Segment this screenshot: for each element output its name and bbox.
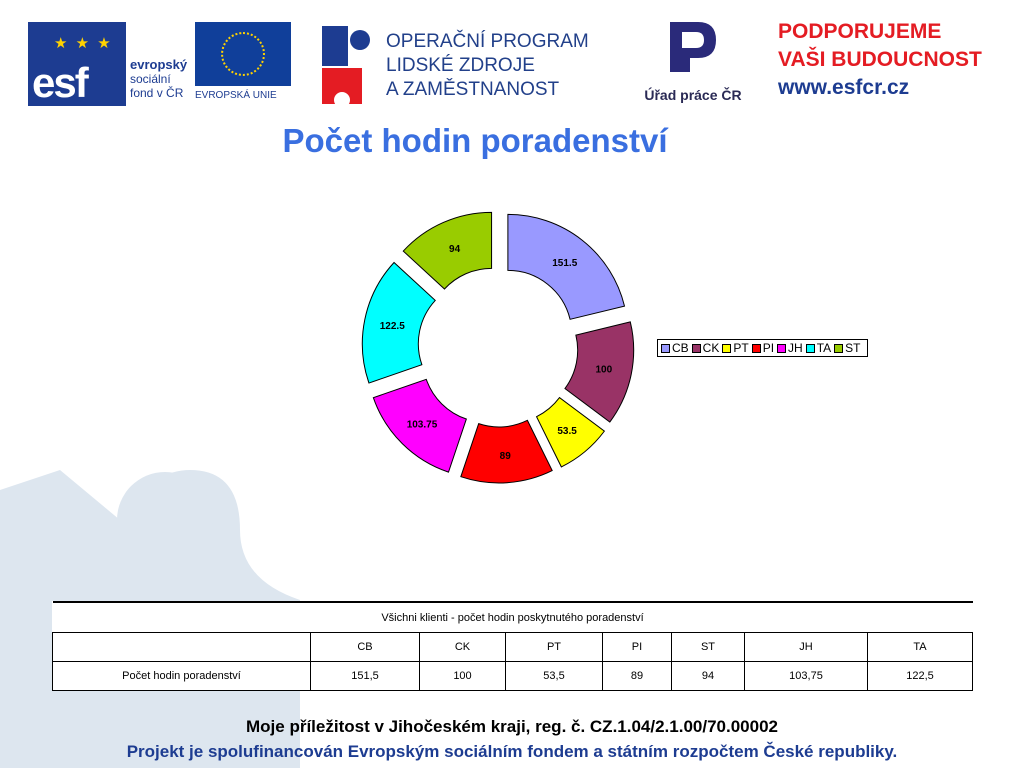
table-header-cell: PT	[506, 633, 603, 662]
podporujeme-logo	[778, 18, 1004, 106]
legend-item-st	[834, 341, 860, 355]
table-header-cell: PI	[603, 633, 672, 662]
esf-mark: ★ ★ ★ esf	[28, 22, 126, 106]
table-header-row	[53, 633, 973, 662]
op-line3: A ZAMĚSTNANOST	[386, 79, 560, 100]
data-label-ta: 122.5	[379, 321, 405, 333]
legend-item-pi	[752, 341, 774, 355]
legend-swatch	[806, 344, 815, 353]
esf-words	[130, 58, 187, 100]
data-label-pi: 89	[499, 450, 511, 462]
table-cell: 122,5	[868, 662, 973, 691]
star-icon: ★ ★ ★	[54, 35, 113, 52]
podp-line2: VAŠI BUDOUCNOST	[778, 48, 982, 71]
legend-swatch	[661, 344, 670, 353]
eu-caption: EVROPSKÁ UNIE	[195, 90, 277, 101]
data-label-cb: 151.5	[552, 258, 578, 270]
slice-st	[403, 212, 491, 289]
op-line2: LIDSKÉ ZDROJE	[386, 55, 535, 76]
urad-prace-emblem-icon	[664, 18, 722, 76]
doughnut-chart	[300, 190, 660, 500]
legend-label: PT	[733, 341, 749, 355]
data-label-ck: 100	[595, 364, 613, 376]
legend-label: PI	[762, 341, 775, 355]
table-cell: 53,5	[506, 662, 603, 691]
eu-flag-logo	[195, 22, 291, 106]
table-cell: 103,75	[745, 662, 868, 691]
table-header-cell: CB	[311, 633, 420, 662]
table-header-cell: JH	[745, 633, 868, 662]
legend-item-jh	[777, 341, 803, 355]
table-cell: 151,5	[311, 662, 420, 691]
legend-swatch	[777, 344, 786, 353]
legend-label: CK	[702, 341, 720, 355]
esf-line2: sociální	[130, 72, 171, 86]
urad-prace-logo	[628, 18, 758, 108]
table-row-label: Počet hodin poradenství	[53, 662, 311, 691]
legend-item-cb	[661, 341, 689, 355]
table-row	[53, 662, 973, 691]
table-header-cell: CK	[420, 633, 506, 662]
legend-label: CB	[672, 341, 689, 355]
legend-swatch	[722, 344, 731, 353]
op-line1: OPERAČNÍ PROGRAM	[386, 31, 589, 52]
footer-funding-line: Projekt je spolufinancován Evropským sociálním fondem a státním rozpočtem České republiky.	[126, 742, 898, 761]
legend-label: JH	[788, 341, 803, 355]
legend-swatch	[752, 344, 761, 353]
table-header-cell: TA	[868, 633, 973, 662]
data-label-st: 94	[449, 244, 461, 256]
page-title: Počet hodin poradenství	[282, 122, 668, 159]
data-table	[52, 601, 973, 691]
podp-line1: PODPORUJEME	[778, 20, 942, 43]
table-header-cell: ST	[672, 633, 745, 662]
esf-line1: evropský	[130, 57, 188, 72]
eu-flag-icon	[195, 22, 291, 86]
puzzle-piece-icon	[320, 22, 376, 106]
legend-item-pt	[722, 341, 748, 355]
legend-swatch	[834, 344, 843, 353]
chart-legend	[657, 339, 868, 357]
footer-project-line: Moje příležitost v Jihočeském kraji, reg. č. CZ.1.04/2.1.00/70.00002	[246, 717, 778, 736]
op-lzz-logo	[320, 22, 604, 106]
urad-caption: Úřad práce ČR	[644, 87, 742, 103]
legend-swatch	[692, 344, 701, 353]
legend-item-ck	[692, 341, 720, 355]
table-caption: Všichni klienti - počet hodin poskytnutého poradenství	[53, 602, 973, 633]
esf-line3: fond v ČR	[130, 86, 184, 100]
podp-url: www.esfcr.cz	[778, 76, 910, 99]
table-cell: 89	[603, 662, 672, 691]
data-label-pt: 53.5	[557, 426, 577, 438]
table-header-empty	[53, 633, 311, 662]
table-cell: 100	[420, 662, 506, 691]
table-cell: 94	[672, 662, 745, 691]
legend-item-ta	[806, 341, 831, 355]
legend-label: TA	[816, 341, 832, 355]
legend-label: ST	[845, 341, 861, 355]
data-label-jh: 103.75	[406, 419, 438, 431]
